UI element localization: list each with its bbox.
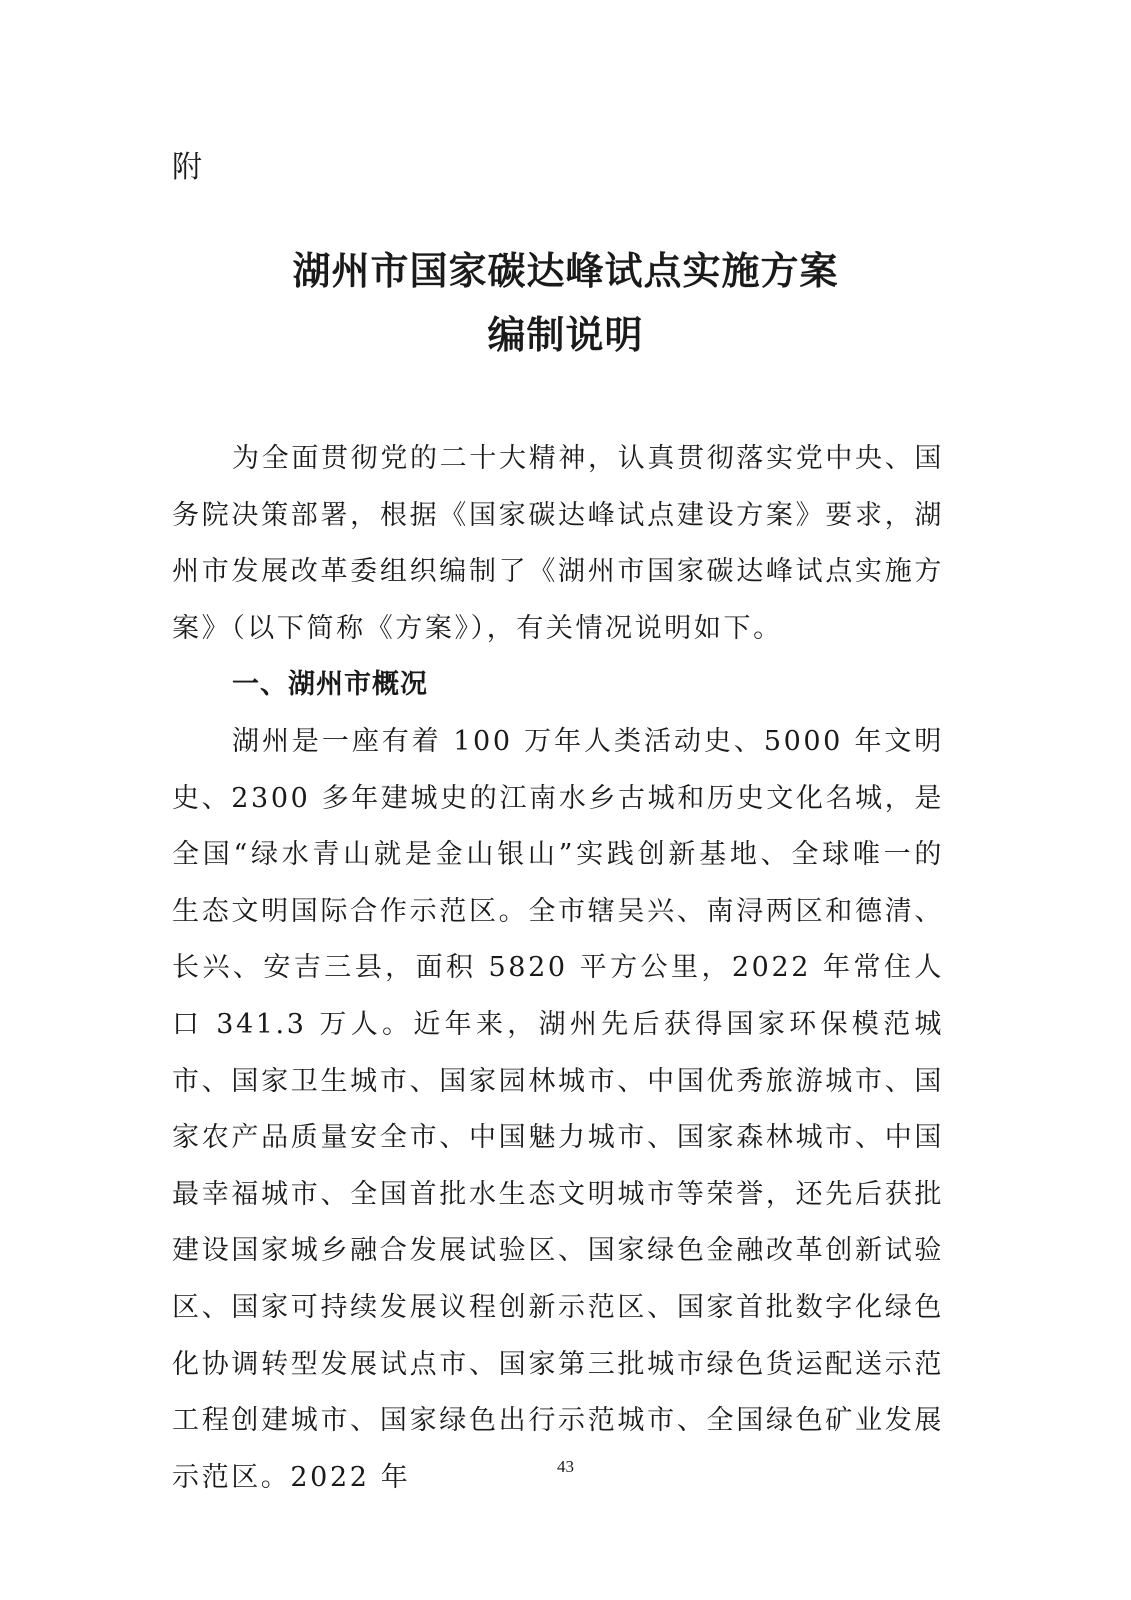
document-body (172, 431, 944, 1506)
document-title: 湖州市国家碳达峰试点实施方案 (292, 249, 839, 293)
section-paragraph: 湖州是一座有着 100 万年人类活动史、5000 年文明史、2300 多年建城史的江南水乡古城和历史文化名城，是全国“绿水青山就是金山银山”实践创新基地、全球唯一的生态文明国际合作示范区。全市辖吴兴、南浔两区和德清、长兴、安吉三县，面积 5820 平方公里，2022 年常住人口 341.3 万人。近年来，湖州先后获得国家环保模范城市、国家卫生城市、国家园林城市、中国优秀旅游城市、国家农产品质量安全市、中国魅力城市、国家森林城市、中国最幸福城市、全国首批水生态文明城市等荣誉，还先后获批建设国家城乡融合发展试验区、国家绿色金融改革创新试验区、国家可持续发展议程创新示范区、国家首批数字化绿色化协调转型发展试点市、国家第三批城市绿色货运配送示范工程创建城市、国家绿色出行示范城市、全国绿色矿业发展示范区。2022 年 (172, 725, 944, 1493)
page-number: 43 (557, 1457, 574, 1476)
section-heading: 一、湖州市概况 (232, 669, 428, 701)
document-subtitle: 编制说明 (487, 313, 644, 357)
annex-label: 附 (172, 150, 202, 185)
intro-paragraph: 为全面贯彻党的二十大精神，认真贯彻落实党中央、国务院决策部署，根据《国家碳达峰试点建设方案》要求，湖州市发展改革委组织编制了《湖州市国家碳达峰试点实施方案》（以下简称《方案》），有关情况说明如下。 (172, 443, 944, 644)
